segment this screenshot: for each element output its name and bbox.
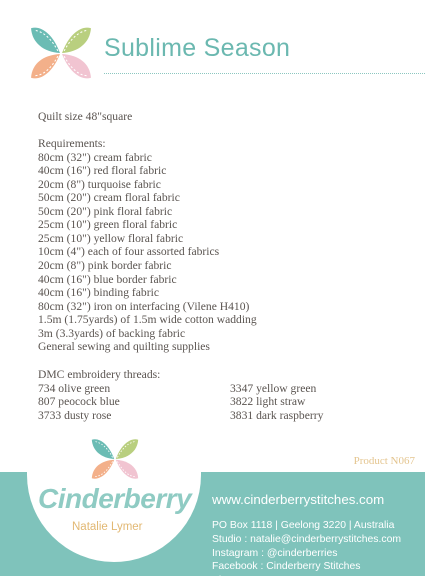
requirement-item: General sewing and quilting supplies <box>38 340 210 354</box>
product-code: Product N067 <box>353 455 415 467</box>
contact-details <box>212 519 401 588</box>
thread-item: 3733 dusty rose <box>38 409 112 423</box>
website-link[interactable]: www.cinderberrystitches.com <box>212 492 385 507</box>
requirement-item: 3m (3.3yards) of backing fabric <box>38 326 186 340</box>
threads-section <box>38 368 422 423</box>
requirement-item: 50cm (20") pink floral fabric <box>38 204 173 218</box>
contact-address: PO Box 1118 | Geelong 3220 | Australia <box>212 520 395 531</box>
pattern-details <box>38 110 257 354</box>
threads-right-column <box>230 382 422 423</box>
requirement-item: 80cm (32") cream fabric <box>38 150 152 164</box>
requirement-item: 50cm (20") cream floral fabric <box>38 191 180 205</box>
thread-item: 734 olive green <box>38 381 111 395</box>
requirement-item: 40cm (16") red floral fabric <box>38 164 167 178</box>
brand-wordmark: Cinderberry <box>38 483 192 514</box>
thread-item: 3831 dark raspberry <box>230 409 324 423</box>
requirement-item: 10cm (4") each of four assorted fabrics <box>38 245 220 259</box>
contact-phone: Phone : 0422 863 041 <box>212 575 315 587</box>
author-name: Natalie Lymer <box>72 521 143 533</box>
requirement-item: 20cm (8") turquoise fabric <box>38 177 161 191</box>
title-divider <box>104 73 425 74</box>
logo-leaf-top-left <box>31 28 60 53</box>
requirement-item: 40cm (16") binding fabric <box>38 286 159 300</box>
threads-left-column <box>38 382 230 423</box>
requirement-item: 25cm (10") green floral fabric <box>38 218 178 232</box>
contact-facebook[interactable]: Facebook : Cinderberry Stitches <box>212 561 361 573</box>
requirement-item: 80cm (32") iron on interfacing (Vilene H410) <box>38 299 250 313</box>
requirements-heading: Requirements: <box>38 137 106 151</box>
logo-leaf-bottom-left <box>31 54 60 78</box>
page-title: Sublime Season <box>104 34 291 62</box>
quilt-size: Quilt size 48"square <box>38 110 133 123</box>
requirement-item: 1.5m (1.75yards) of 1.5m wide cotton wadding <box>38 313 257 327</box>
thread-item: 3822 light straw <box>230 395 306 409</box>
cinderberry-logo-icon <box>30 24 92 82</box>
requirement-item: 25cm (10") yellow floral fabric <box>38 231 184 245</box>
logo-leaf-bottom-right <box>62 54 91 78</box>
contact-instagram[interactable]: Instagram : @cinderberries <box>212 547 338 559</box>
requirement-item: 20cm (8") pink border fabric <box>38 259 172 273</box>
cinderberry-logo-small-icon <box>91 436 139 482</box>
logo-leaf-top-right <box>62 28 91 53</box>
threads-heading: DMC embroidery threads: <box>38 368 161 381</box>
thread-item: 3347 yellow green <box>230 381 317 395</box>
thread-item: 807 peocock blue <box>38 395 120 409</box>
contact-email[interactable]: Studio : natalie@cinderberrystitches.com <box>212 533 402 545</box>
requirement-item: 40cm (16") blue border fabric <box>38 272 177 286</box>
